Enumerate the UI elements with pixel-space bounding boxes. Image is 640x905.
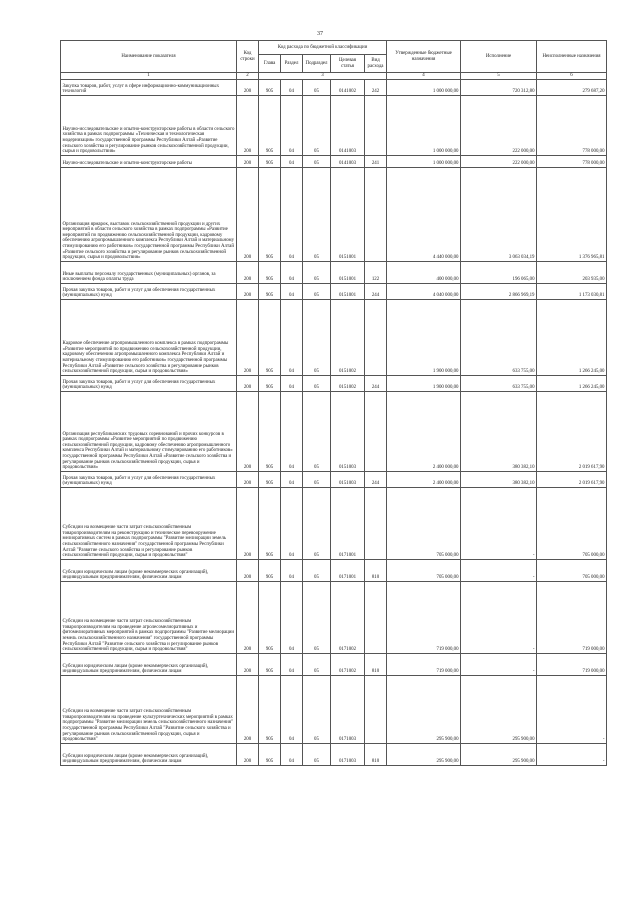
row-kind: 810 bbox=[365, 744, 387, 766]
row-approved: 705 000,00 bbox=[387, 560, 461, 582]
budget-execution-table bbox=[60, 40, 607, 766]
row-unexecuted: 1 266 245,00 bbox=[537, 376, 607, 392]
row-line-code: 200 bbox=[237, 744, 259, 766]
row-subsection: 05 bbox=[303, 376, 331, 392]
row-executed: - bbox=[461, 582, 537, 654]
column-number: 4 bbox=[387, 73, 461, 80]
row-executed: - bbox=[461, 654, 537, 676]
row-unexecuted: 719 000,00 bbox=[537, 582, 607, 654]
row-chief: 905 bbox=[259, 284, 281, 300]
header-section: Раздел bbox=[281, 55, 303, 73]
row-chief: 905 bbox=[259, 654, 281, 676]
row-target: 0171002 bbox=[331, 654, 365, 676]
row-approved: 705 000,00 bbox=[387, 488, 461, 560]
row-name: Субсидии юридическим лицам (кроме некоммерческих организаций), индивидуальным предпринимателям, физическим лицам bbox=[61, 744, 237, 766]
row-executed: 380 382,10 bbox=[461, 472, 537, 488]
row-section: 04 bbox=[281, 284, 303, 300]
row-line-code: 200 bbox=[237, 392, 259, 472]
row-chief: 905 bbox=[259, 262, 281, 284]
row-name: Субсидии юридическим лицам (кроме некоммерческих организаций), индивидуальным предпринимателям, физическим лицам bbox=[61, 654, 237, 676]
row-unexecuted: 2 019 617,90 bbox=[537, 392, 607, 472]
row-name: Кадровое обеспечение агропромышленного комплекса в рамках подпрограммы «Развитие мероприятий по продвижению сельскохозяйственной продукции, кадровому обеспечению агропромышленного комплекса Республики Алтай и материальному стимулированию его работников» государственной программы Республики Алтай «Развитие сельского хозяйства и регулирование рынков сельскохозяйственной продукции, сырья и продовольствия» bbox=[61, 300, 237, 376]
row-name: Прочая закупка товаров, работ и услуг для обеспечения государственных (муниципальных) нужд bbox=[61, 472, 237, 488]
row-approved: 295 900,00 bbox=[387, 744, 461, 766]
row-approved: 1 900 000,00 bbox=[387, 300, 461, 376]
table-row bbox=[61, 156, 607, 168]
row-approved: 2 400 000,00 bbox=[387, 392, 461, 472]
row-subsection: 05 bbox=[303, 262, 331, 284]
row-subsection: 05 bbox=[303, 96, 331, 156]
row-name: Закупка товаров, работ, услуг в сфере информационно-коммуникационных технологий bbox=[61, 80, 237, 96]
row-target: 0171003 bbox=[331, 676, 365, 744]
row-subsection: 05 bbox=[303, 472, 331, 488]
row-executed: 222 000,00 bbox=[461, 156, 537, 168]
row-approved: 1 900 000,00 bbox=[387, 376, 461, 392]
header-chief: Глава bbox=[259, 55, 281, 73]
row-chief: 905 bbox=[259, 744, 281, 766]
column-number: 2 bbox=[237, 73, 259, 80]
row-section: 04 bbox=[281, 676, 303, 744]
row-name: Научно-исследовательские и опытно-конструкторские работы bbox=[61, 156, 237, 168]
table-row bbox=[61, 376, 607, 392]
row-executed: - bbox=[461, 488, 537, 560]
row-target: 0171001 bbox=[331, 488, 365, 560]
row-target: 0151003 bbox=[331, 472, 365, 488]
row-executed: 3 063 034,19 bbox=[461, 168, 537, 262]
row-target: 0151003 bbox=[331, 392, 365, 472]
row-approved: 295 900,00 bbox=[387, 676, 461, 744]
row-kind: 810 bbox=[365, 654, 387, 676]
row-unexecuted: 705 000,00 bbox=[537, 560, 607, 582]
row-kind bbox=[365, 300, 387, 376]
row-unexecuted: 705 000,00 bbox=[537, 488, 607, 560]
row-line-code: 200 bbox=[237, 676, 259, 744]
row-line-code: 200 bbox=[237, 654, 259, 676]
row-executed: 720 312,80 bbox=[461, 80, 537, 96]
header-target: Целевая статья bbox=[331, 55, 365, 73]
header-line-code: Код строки bbox=[237, 41, 259, 73]
row-line-code: 200 bbox=[237, 582, 259, 654]
table-row bbox=[61, 80, 607, 96]
table-row bbox=[61, 168, 607, 262]
row-line-code: 200 bbox=[237, 156, 259, 168]
row-line-code: 200 bbox=[237, 168, 259, 262]
row-subsection: 05 bbox=[303, 744, 331, 766]
row-executed: - bbox=[461, 560, 537, 582]
table-row bbox=[61, 96, 607, 156]
row-chief: 905 bbox=[259, 80, 281, 96]
row-approved: 719 000,00 bbox=[387, 654, 461, 676]
row-name: Прочая закупка товаров, работ и услуг для обеспечения государственных (муниципальных) нужд bbox=[61, 376, 237, 392]
row-approved: 400 000,00 bbox=[387, 262, 461, 284]
row-chief: 905 bbox=[259, 676, 281, 744]
row-target: 0141003 bbox=[331, 156, 365, 168]
row-name: Иные выплаты персоналу государственных (муниципальных) органов, за исключением фонда оплаты труда bbox=[61, 262, 237, 284]
row-line-code: 200 bbox=[237, 262, 259, 284]
row-subsection: 05 bbox=[303, 676, 331, 744]
row-unexecuted: 2 019 617,90 bbox=[537, 472, 607, 488]
row-chief: 905 bbox=[259, 96, 281, 156]
row-kind bbox=[365, 488, 387, 560]
row-line-code: 200 bbox=[237, 300, 259, 376]
row-approved: 4 040 000,00 bbox=[387, 284, 461, 300]
table-row bbox=[61, 676, 607, 744]
row-target: 0151001 bbox=[331, 262, 365, 284]
row-target: 0141002 bbox=[331, 80, 365, 96]
header-approved: Утвержденные бюджетные назначения bbox=[387, 41, 461, 73]
header-budget-code: Код расхода по бюджетной классификации bbox=[259, 41, 387, 55]
row-executed: 196 065,00 bbox=[461, 262, 537, 284]
row-unexecuted: 778 000,00 bbox=[537, 96, 607, 156]
row-unexecuted: - bbox=[537, 676, 607, 744]
row-approved: 719 000,00 bbox=[387, 582, 461, 654]
table-body bbox=[61, 80, 607, 766]
row-unexecuted: 1 173 030,81 bbox=[537, 284, 607, 300]
row-line-code: 200 bbox=[237, 80, 259, 96]
column-numbers-row bbox=[61, 73, 607, 80]
row-chief: 905 bbox=[259, 392, 281, 472]
row-subsection: 05 bbox=[303, 284, 331, 300]
row-kind bbox=[365, 96, 387, 156]
row-kind bbox=[365, 582, 387, 654]
row-name: Субсидии юридическим лицам (кроме некоммерческих организаций), индивидуальным предпринимателям, физическим лицам bbox=[61, 560, 237, 582]
row-target: 0171003 bbox=[331, 744, 365, 766]
header-executed: Исполнение bbox=[461, 41, 537, 73]
row-executed: 633 755,00 bbox=[461, 300, 537, 376]
table-row bbox=[61, 284, 607, 300]
row-kind: 244 bbox=[365, 472, 387, 488]
row-subsection: 05 bbox=[303, 392, 331, 472]
row-target: 0151002 bbox=[331, 300, 365, 376]
row-section: 04 bbox=[281, 488, 303, 560]
table-row bbox=[61, 560, 607, 582]
row-section: 04 bbox=[281, 376, 303, 392]
row-chief: 905 bbox=[259, 156, 281, 168]
row-unexecuted: 1 376 965,81 bbox=[537, 168, 607, 262]
table-row bbox=[61, 488, 607, 560]
row-target: 0171001 bbox=[331, 560, 365, 582]
row-executed: 222 000,00 bbox=[461, 96, 537, 156]
row-section: 04 bbox=[281, 582, 303, 654]
row-chief: 905 bbox=[259, 376, 281, 392]
row-unexecuted: 279 687,20 bbox=[537, 80, 607, 96]
row-chief: 905 bbox=[259, 488, 281, 560]
row-chief: 905 bbox=[259, 300, 281, 376]
row-subsection: 05 bbox=[303, 654, 331, 676]
row-approved: 2 400 000,00 bbox=[387, 472, 461, 488]
row-kind: 810 bbox=[365, 560, 387, 582]
row-kind: 242 bbox=[365, 80, 387, 96]
row-subsection: 05 bbox=[303, 300, 331, 376]
table-row bbox=[61, 300, 607, 376]
row-executed: 295 900,00 bbox=[461, 676, 537, 744]
row-name: Субсидии на возмещение части затрат сельскохозяйственным товаропроизводителям на реконструкцию и техническое перевооружение мелиоративных систем в рамках подпрограммы "Развитие мелиорации земель сельскохозяйственного назначения" государственной программы Республики Алтай "Развитие сельского хозяйства и регулирование рынков сельскохозяйственной продукции, сырья и продовольствия" bbox=[61, 488, 237, 560]
row-target: 0171002 bbox=[331, 582, 365, 654]
table-row bbox=[61, 262, 607, 284]
column-number: 3 bbox=[259, 73, 387, 80]
row-name: Организация ярмарок, выставок сельскохозяйственной продукции и других мероприятий в области сельского хозяйства в рамках подпрограммы «Развитие мероприятий по продвижению сельскохозяйственной продукции, кадровому обеспечению агропромышленного комплекса Республики Алтай и материальному стимулированию его работников» государственной программы Республики Алтай «Развитие сельского хозяйства и регулирование рынков сельскохозяйственной продукции, сырья и продовольствия» bbox=[61, 168, 237, 262]
row-section: 04 bbox=[281, 168, 303, 262]
row-chief: 905 bbox=[259, 582, 281, 654]
table-row bbox=[61, 472, 607, 488]
row-kind: 241 bbox=[365, 156, 387, 168]
row-target: 0151001 bbox=[331, 168, 365, 262]
column-number: 5 bbox=[461, 73, 537, 80]
row-kind: 122 bbox=[365, 262, 387, 284]
row-chief: 905 bbox=[259, 168, 281, 262]
header-kind: Вид расхода bbox=[365, 55, 387, 73]
row-approved: 1 000 000,00 bbox=[387, 80, 461, 96]
row-executed: 2 866 969,19 bbox=[461, 284, 537, 300]
row-executed: 380 382,10 bbox=[461, 392, 537, 472]
table-row bbox=[61, 654, 607, 676]
row-section: 04 bbox=[281, 560, 303, 582]
row-section: 04 bbox=[281, 300, 303, 376]
row-line-code: 200 bbox=[237, 488, 259, 560]
column-number: 6 bbox=[537, 73, 607, 80]
row-section: 04 bbox=[281, 744, 303, 766]
row-line-code: 200 bbox=[237, 560, 259, 582]
row-section: 04 bbox=[281, 392, 303, 472]
row-target: 0151001 bbox=[331, 284, 365, 300]
header-name: Наименование показателя bbox=[61, 41, 237, 73]
row-chief: 905 bbox=[259, 560, 281, 582]
row-kind bbox=[365, 392, 387, 472]
row-subsection: 05 bbox=[303, 582, 331, 654]
row-executed: 633 755,00 bbox=[461, 376, 537, 392]
row-unexecuted: 203 935,00 bbox=[537, 262, 607, 284]
row-approved: 1 000 000,00 bbox=[387, 96, 461, 156]
row-name: Организация республиканских трудовых соревнований и прочих конкурсов в рамках подпрограммы «Развитие мероприятий по продвижению сельскохозяйственной продукции, кадровому обеспечению агропромышленного комплекса Республики Алтай и материальному стимулированию его работников» государственной программы Республики Алтай «Развитие сельского хозяйства и регулирование рынков сельскохозяйственной продукции, сырья и продовольствия» bbox=[61, 392, 237, 472]
row-section: 04 bbox=[281, 96, 303, 156]
row-unexecuted: - bbox=[537, 744, 607, 766]
row-unexecuted: 1 266 245,00 bbox=[537, 300, 607, 376]
row-line-code: 200 bbox=[237, 284, 259, 300]
row-subsection: 05 bbox=[303, 156, 331, 168]
header-unexecuted: Неисполненные назначения bbox=[537, 41, 607, 73]
row-target: 0141003 bbox=[331, 96, 365, 156]
row-section: 04 bbox=[281, 262, 303, 284]
row-name: Научно-исследовательские и опытно-конструкторские работы в области сельского хозяйства в рамках подпрограммы «Техническая и технологическая модернизация» государственной программы Республики Алтай «Развитие сельского хозяйства и регулирование рынков сельскохозяйственной продукции, сырья и продовольствия» bbox=[61, 96, 237, 156]
row-name: Субсидии на возмещение части затрат сельскохозяйственным товаропроизводителям на проведение агролесомелиоративных и фитомелиоративных мероприятий в рамках подпрограммы "Развитие мелиорации земель сельскохозяйственного назначения" государственной программы Республики Алтай "Развитие сельского хозяйства и регулирование рынков сельскохозяйственной продукции, сырья и продовольствия" bbox=[61, 582, 237, 654]
row-approved: 1 000 000,00 bbox=[387, 156, 461, 168]
row-line-code: 200 bbox=[237, 96, 259, 156]
row-unexecuted: 778 000,00 bbox=[537, 156, 607, 168]
row-unexecuted: 719 000,00 bbox=[537, 654, 607, 676]
row-line-code: 200 bbox=[237, 376, 259, 392]
table-row bbox=[61, 582, 607, 654]
row-subsection: 05 bbox=[303, 488, 331, 560]
row-name: Субсидии на возмещение части затрат сельскохозяйственным товаропроизводителям на проведение культуртехнических мероприятий в рамках подпрограммы "Развитие мелиорации земель сельскохозяйственного назначения" государственной программы Республики Алтай "Развитие сельского хозяйства и регулирование рынков сельскохозяйственной продукции, сырья и продовольствия" bbox=[61, 676, 237, 744]
row-section: 04 bbox=[281, 156, 303, 168]
row-kind: 244 bbox=[365, 284, 387, 300]
row-approved: 4 440 000,00 bbox=[387, 168, 461, 262]
row-section: 04 bbox=[281, 80, 303, 96]
row-target: 0151002 bbox=[331, 376, 365, 392]
column-number: 1 bbox=[61, 73, 237, 80]
row-kind bbox=[365, 676, 387, 744]
row-subsection: 05 bbox=[303, 168, 331, 262]
row-kind: 244 bbox=[365, 376, 387, 392]
row-line-code: 200 bbox=[237, 472, 259, 488]
page-number: 37 bbox=[317, 31, 323, 37]
row-section: 04 bbox=[281, 654, 303, 676]
row-executed: 295 900,00 bbox=[461, 744, 537, 766]
table-row bbox=[61, 744, 607, 766]
row-kind bbox=[365, 168, 387, 262]
row-subsection: 05 bbox=[303, 560, 331, 582]
row-chief: 905 bbox=[259, 472, 281, 488]
row-subsection: 05 bbox=[303, 80, 331, 96]
row-section: 04 bbox=[281, 472, 303, 488]
header-subsection: Подраздел bbox=[303, 55, 331, 73]
table-row bbox=[61, 392, 607, 472]
row-name: Прочая закупка товаров, работ и услуг для обеспечения государственных (муниципальных) нужд bbox=[61, 284, 237, 300]
